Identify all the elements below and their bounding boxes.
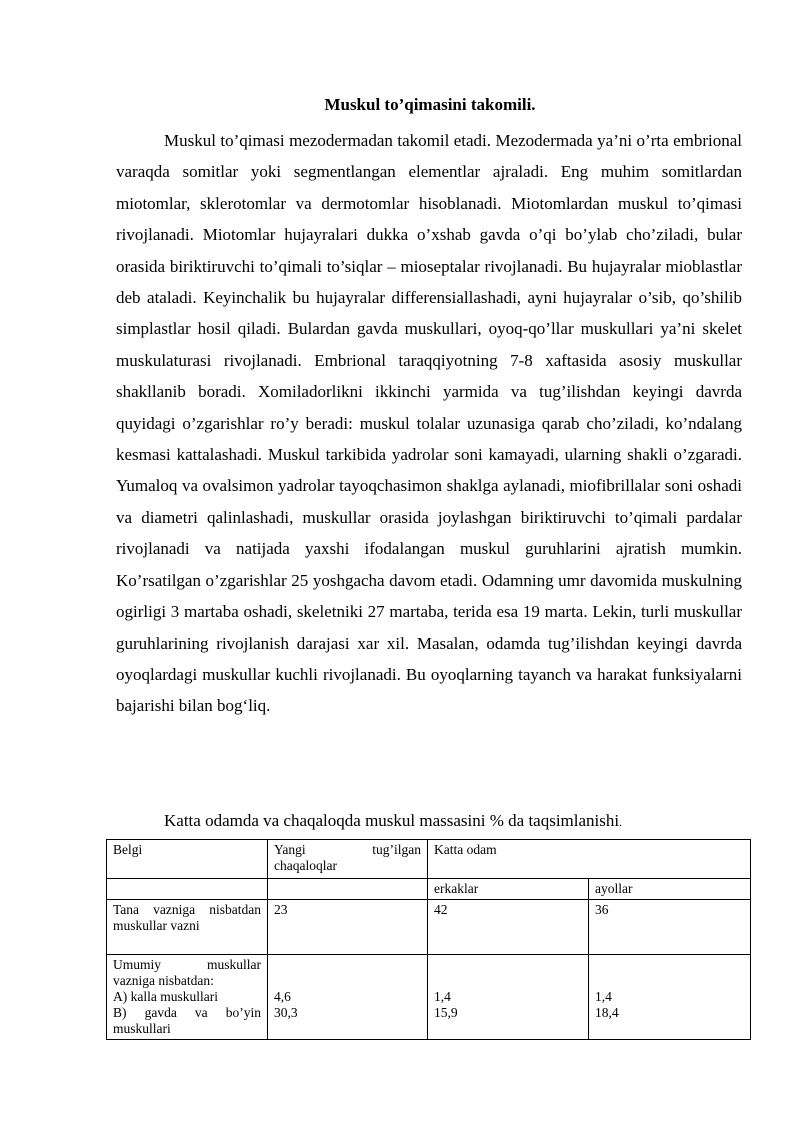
subheader-empty-2 (268, 879, 428, 900)
row2-men (428, 955, 589, 1040)
row2-women-b: 18,4 (595, 1005, 619, 1020)
row2-newborn-a: 4,6 (274, 989, 291, 1004)
row1-label (107, 900, 268, 955)
row2-label-line2: A) kalla muskullari (113, 989, 218, 1004)
row2-men-b: 15,9 (434, 1005, 458, 1020)
table-caption (164, 807, 622, 837)
row2-label-line3: B) gavda va bo’yin muskullari (113, 1005, 261, 1036)
subheader-empty-1 (107, 879, 268, 900)
header-newborn (268, 840, 428, 879)
header-newborn-text: Yangi tug’ilgan chaqaloqlar (274, 842, 421, 873)
row2-women-a: 1,4 (595, 989, 612, 1004)
subheader-men: erkaklar (428, 879, 589, 900)
table-row (107, 900, 751, 955)
row2-women (589, 955, 751, 1040)
header-adult: Katta odam (428, 840, 751, 879)
document-title: Muskul to’qimasini takomili. (324, 95, 536, 114)
table-row (107, 955, 751, 1040)
muscle-mass-table (106, 839, 751, 1040)
table-subheader-row (107, 879, 751, 900)
row2-men-a: 1,4 (434, 989, 451, 1004)
row2-label-line1: Umumiy muskullar vazniga nisbatdan: (113, 957, 261, 988)
row1-women: 36 (589, 900, 751, 955)
table-caption-text: Katta odamda va chaqaloqda muskul massasini % da taqsimlanishi (164, 811, 620, 830)
row2-newborn (268, 955, 428, 1040)
table-caption-dot: . (619, 817, 622, 829)
body-paragraph-text: Muskul to’qimasi mezodermadan takomil etadi. Mezodermada ya’ni o’rta embrional varaqda somitlar yoki segmentlangan elementlar ajraladi. Eng muhim somitlardan miotomlar, sklerotomlar va dermotomlar hisoblanadi. Miotomlardan muskul to’qimasi rivojlanadi. Miotomlar hujayralari dukka o’xshab gavda o’qi bo’ylab cho’ziladi, bular orasida biriktiruvchi to’qimali to’siqlar – mioseptalar rivojlanadi. Bu hujayralar mioblastlar deb ataladi. Keyinchalik bu hujayralar differensiallashadi, ayni hujayralar o’sib, qo’shilib simplastlar hosil qiladi. Bulardan gavda muskullari, oyoq-qo’llar muskullari ya’ni skelet muskulaturasi rivojlanadi. Embrional taraqqiyotning 7-8 xaftasida asosiy muskullar shakllanib boradi. Xomiladorlikni ikkinchi yarmida va tug’ilishdan keyingi davrda quyidagi o’zgarishlar ro’y beradi: muskul tolalar uzunasiga qarab cho’ziladi, ko’ndalang kesmasi kattalashadi. Muskul tarkibida yadrolar soni kamayadi, ularning shakli o’zgaradi. Yumaloq va ovalsimon yadrolar tayoqchasimon shaklga aylanadi, miofibrillalar soni oshadi va diametri qalinlashadi, muskullar orasida joylashgan biriktiruvchi to’qimali pardalar rivojlanadi va natijada yaxshi ifodalangan muskul guruhlarini ajratish mumkin. Ko’rsatilgan o’zgarishlar 25 yoshgacha davom etadi. Odamning umr davomida muskulning ogirligi 3 martaba oshadi, skeletniki 27 martaba, terida esa 19 marta. Lekin, turli muskullar guruhlarining rivojlanish darajasi xar xil. Masalan, odamda tug’ilishdan keyingi davrda oyoqlardagi muskullar kuchli rivojlanadi. Bu oyoqlarning tayanch va harakat funksiyalarni bajarishi bilan bog‘liq. (116, 131, 742, 716)
subheader-women: ayollar (589, 879, 751, 900)
row1-men: 42 (428, 900, 589, 955)
row2-newborn-b: 30,3 (274, 1005, 298, 1020)
header-belgi: Belgi (107, 840, 268, 879)
row1-newborn: 23 (268, 900, 428, 955)
table-header-row (107, 840, 751, 879)
body-paragraph (116, 125, 742, 722)
row1-label-text: Tana vazniga nisbatdan muskullar vazni (113, 902, 261, 933)
row2-label (107, 955, 268, 1040)
